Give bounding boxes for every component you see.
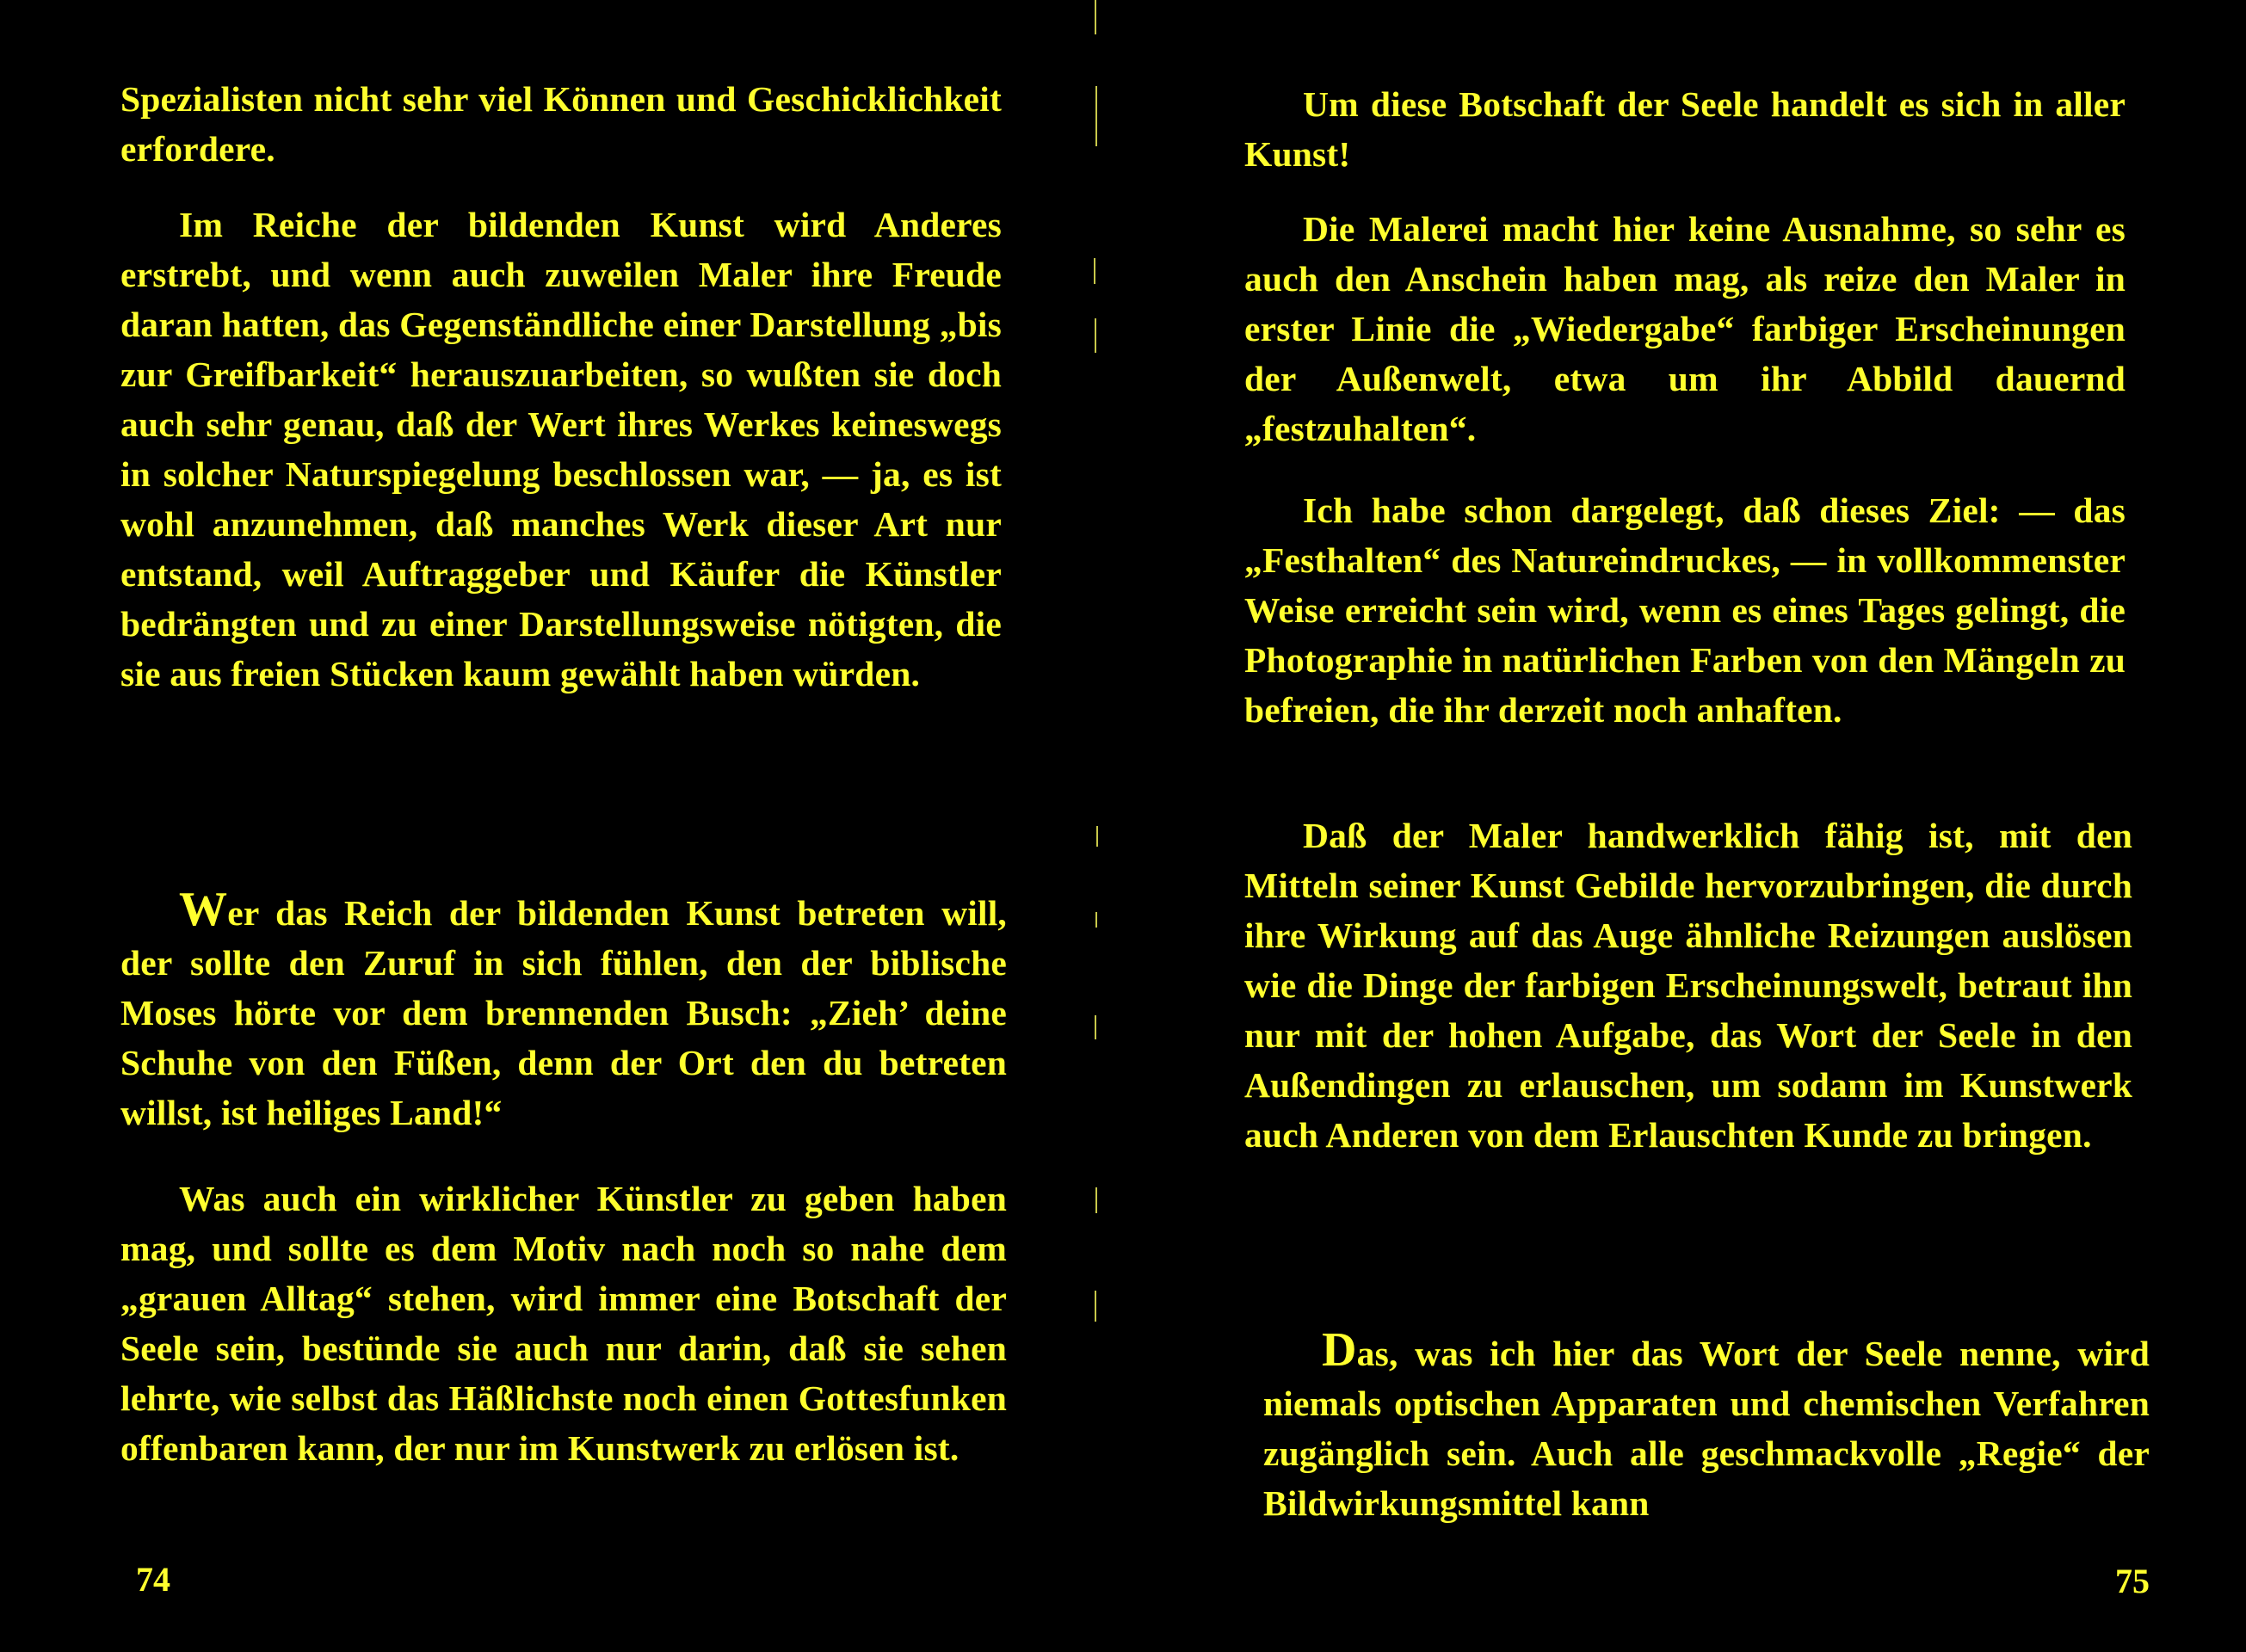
book-gutter xyxy=(1089,0,1101,1652)
right-paragraph-5 xyxy=(1263,1325,2150,1528)
right-page xyxy=(1119,0,2246,1652)
page-number-left: 74 xyxy=(136,1560,170,1599)
left-paragraph-3 xyxy=(120,885,1007,1137)
right-paragraph-2: Die Malerei macht hier keine Ausnahme, so sehr es auch den Anschein haben mag, als reize den Maler in erster Linie die „Wiedergabe“ farbiger Erscheinungen der Außenwelt, etwa um ihr Abbild dauernd „festzuhalten“. xyxy=(1244,209,2126,448)
drop-initial-w: W xyxy=(179,883,228,936)
left-paragraph-3-text: er das Reich der bildenden Kunst betreten will, der sollte den Zuruf in sich fühlen, den der biblische Moses hörte vor dem brennenden Busch: „Zieh’ deine Schuhe von den Füßen, denn der Ort den du betreten willst, ist heiliges Land!“ xyxy=(120,893,1007,1132)
page-number-right: 75 xyxy=(2115,1562,2150,1600)
right-paragraph-3: Ich habe schon dargelegt, daß dieses Ziel: — das „Festhalten“ des Natureindruckes, — in vollkommenster Weise erreicht sein wird, wenn es eines Tages gelingt, die Photographie in natürlichen Farben von den Mängeln zu befreien, die ihr derzeit noch anhaften. xyxy=(1244,490,2126,730)
left-paragraph-1: Spezialisten nicht sehr viel Können und Geschicklichkeit erfordere. xyxy=(120,79,1002,169)
right-paragraph-5-text: as, was ich hier das Wort der Seele nenne, wird niemals optischen Apparaten und chemischen Verfahren zugänglich sein. Auch alle geschmackvolle „Regie“ der Bildwirkungsmittel kann xyxy=(1263,1334,2150,1523)
right-paragraph-4: Daß der Maler handwerklich fähig ist, mit den Mitteln seiner Kunst Gebilde hervorzubringen, die durch ihre Wirkung auf das Auge ähnliche Reizungen auslösen wie die Dinge der farbigen Erscheinungswelt, betraut ihn nur mit der hohen Aufgabe, das Wort der Seele in den Außendingen zu erlauschen, um sodann im Kunstwerk auch Anderen von dem Erlauschten Kunde zu bringen. xyxy=(1244,816,2132,1155)
right-paragraph-1: Um diese Botschaft der Seele handelt es sich in aller Kunst! xyxy=(1244,84,2126,174)
left-page xyxy=(0,0,1110,1652)
left-paragraph-2: Im Reiche der bildenden Kunst wird Anderes erstrebt, und wenn auch zuweilen Maler ihre Freude daran hatten, das Gegenständliche einer Darstellung „bis zur Greifbarkeit“ herauszuarbeiten, so wußten sie doch auch sehr genau, daß der Wert ihres Werkes keineswegs in solcher Naturspiegelung beschlossen war, — ja, es ist wohl anzunehmen, daß manches Werk dieser Art nur entstand, weil Auftraggeber und Käufer die Künstler bedrängten und zu einer Darstellungsweise nötigten, die sie aus freien Stücken kaum gewählt haben würden. xyxy=(120,205,1002,693)
drop-initial-d: D xyxy=(1322,1323,1357,1377)
left-paragraph-4: Was auch ein wirklicher Künstler zu geben haben mag, und sollte es dem Motiv nach noch so nahe dem „grauen Alltag“ stehen, wird immer eine Botschaft der Seele sein, bestünde sie auch nur darin, daß sie sehen lehrte, wie selbst das Häßlichste noch einen Gottesfunken offenbaren kann, der nur im Kunstwerk zu erlösen ist. xyxy=(120,1179,1007,1468)
